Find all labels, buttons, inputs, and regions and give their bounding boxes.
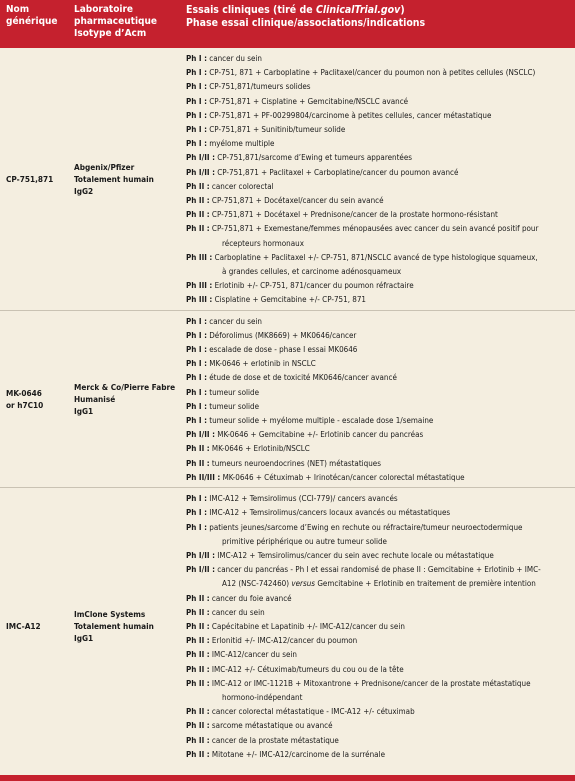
trial-phase: Ph III : bbox=[186, 295, 213, 305]
trial-line bbox=[186, 279, 571, 293]
trial-text: CP-751,871 + Paclitaxel + Carboplatine/cancer du poumon avancé bbox=[214, 167, 459, 177]
trial-text: IMC-A12 +/- Cétuximab/tumeurs du cou ou de la tête bbox=[209, 664, 404, 674]
footer-bar bbox=[0, 775, 575, 781]
trial-phase: Ph II : bbox=[186, 210, 210, 220]
trial-line bbox=[186, 109, 571, 123]
trial-text: IMC-A12 or IMC-1121B + Mitoxantrone + Prednisone/cancer de la prostate métastatique bbox=[209, 678, 531, 688]
header-col-trials: Essais cliniques (tiré de ClinicalTrial.gov) Phase essai clinique/associations/indications bbox=[180, 0, 575, 48]
trial-phase: Ph II : bbox=[186, 458, 210, 468]
trial-line bbox=[186, 343, 571, 357]
trial-line bbox=[186, 329, 571, 343]
generic-name-cell: MK-0646 or h7C10 bbox=[0, 310, 68, 487]
lab-cell: Abgenix/Pfizer Totalement humain IgG2 bbox=[74, 161, 154, 196]
trial-text: Déforolimus (MK8669) + MK0646/cancer bbox=[206, 330, 357, 340]
trial-text: MK-0646 + erlotinib in NSCLC bbox=[206, 359, 316, 369]
trials-cell bbox=[180, 488, 575, 764]
trial-line bbox=[186, 251, 571, 279]
trial-text: Capécitabine et Lapatinib +/- IMC-A12/cancer du sein bbox=[209, 621, 405, 631]
trial-line bbox=[186, 442, 571, 456]
trial-text: CP-751,871/tumeurs solides bbox=[206, 82, 311, 92]
trial-line bbox=[186, 222, 571, 250]
trial-text: cancer du sein bbox=[206, 54, 262, 63]
trial-text: myélome multiple bbox=[206, 139, 275, 149]
trial-text: Erlonitid +/- IMC-A12/cancer du poumon bbox=[209, 636, 358, 646]
trial-text: cancer colorectal bbox=[209, 181, 274, 191]
trial-phase: Ph II/III : bbox=[186, 472, 221, 482]
lab-cell: ImClone Systems Totalement humain IgG1 bbox=[68, 488, 180, 764]
trial-line bbox=[186, 123, 571, 137]
lab-cell: Merck & Co/Pierre Fabre Humanisé IgG1 bbox=[68, 310, 180, 487]
trial-phase: Ph I/II : bbox=[186, 167, 215, 177]
trial-phase: Ph II : bbox=[186, 650, 210, 660]
trial-line bbox=[186, 386, 571, 400]
trials-cell bbox=[180, 310, 575, 487]
trial-line bbox=[186, 606, 571, 620]
trial-phase: Ph I : bbox=[186, 401, 207, 411]
trial-text: tumeur solide bbox=[206, 401, 260, 411]
trial-phase: Ph II : bbox=[186, 636, 210, 646]
table-header-row bbox=[0, 0, 575, 48]
trial-phase: Ph I : bbox=[186, 359, 207, 369]
trial-phase: Ph I : bbox=[186, 139, 207, 149]
table-row bbox=[0, 488, 575, 764]
trial-text: CP-751,871 + Docétaxel + Prednisone/cancer de la prostate hormono-résistant bbox=[209, 210, 498, 220]
trial-text: Cisplatine + Gemcitabine +/- CP-751, 871 bbox=[212, 295, 366, 305]
trials-cell bbox=[180, 48, 575, 310]
trial-line bbox=[186, 521, 571, 549]
trial-line bbox=[186, 549, 571, 563]
trial-line bbox=[186, 137, 571, 151]
trial-text-continued: hormono-indépendant bbox=[222, 692, 303, 702]
trial-text: MK-0646 + Cétuximab + Irinotécan/cancer colorectal métastatique bbox=[220, 472, 465, 482]
trial-phase: Ph I : bbox=[186, 68, 207, 78]
trial-line bbox=[186, 748, 571, 762]
trial-text-continued: à grandes cellules, et carcinome adénosquameux bbox=[222, 267, 402, 277]
generic-name-cell: IMC-A12 bbox=[0, 488, 68, 764]
trial-line bbox=[186, 492, 571, 506]
trial-line bbox=[186, 471, 571, 485]
trial-phase: Ph II : bbox=[186, 444, 210, 454]
trial-text: Carboplatine + Paclitaxel +/- CP-751, 871/NSCLC avancé de type histologique squameux, bbox=[212, 252, 538, 262]
trial-text: cancer du sein bbox=[209, 607, 265, 617]
trial-phase: Ph I : bbox=[186, 508, 207, 518]
trial-text: cancer colorectal métastatique - IMC-A12 +/- cétuximab bbox=[209, 707, 415, 717]
trial-line bbox=[186, 634, 571, 648]
trial-line bbox=[186, 66, 571, 80]
header-col-name: Nom générique bbox=[0, 0, 68, 48]
trial-text: IMC-A12 + Temsirolimus/cancers locaux avancés ou métastatiques bbox=[206, 508, 451, 518]
trial-line bbox=[186, 734, 571, 748]
header-col-lab: Laboratoire pharmaceutique Isotype d’Acm bbox=[68, 0, 180, 48]
trial-text: patients jeunes/sarcome d’Ewing en rechute ou réfractaire/tumeur neuroectodermique bbox=[206, 522, 523, 532]
trial-text: escalade de dose - phase I essai MK0646 bbox=[206, 345, 358, 355]
trial-line bbox=[186, 180, 571, 194]
trial-line bbox=[186, 357, 571, 371]
trial-text: MK-0646 + Gemcitabine +/- Erlotinib cancer du pancréas bbox=[214, 430, 424, 440]
trial-line bbox=[186, 719, 571, 733]
trial-line bbox=[186, 194, 571, 208]
trial-text: Mitotane +/- IMC-A12/carcinome de la surrénale bbox=[209, 749, 386, 759]
trial-text: MK-0646 + Erlotinib/NSCLC bbox=[209, 444, 310, 454]
trial-line bbox=[186, 663, 571, 677]
trial-line bbox=[186, 677, 571, 705]
trial-text: IMC-A12 + Temsirolimus (CCI-779)/ cancers avancés bbox=[206, 494, 398, 504]
trial-phase: Ph I/II : bbox=[186, 430, 215, 440]
trial-phase: Ph II : bbox=[186, 593, 210, 603]
trial-line bbox=[186, 151, 571, 165]
trial-phase: Ph II : bbox=[186, 721, 210, 731]
trial-phase: Ph III : bbox=[186, 252, 213, 262]
trial-text-continued: A12 (NSC-742460) versus Gemcitabine + Erlotinib en traitement de première intention bbox=[222, 579, 536, 589]
trial-text: cancer du pancréas - Ph I et essai randomisé de phase II : Gemcitabine + Erlotinib + IMC- bbox=[214, 565, 541, 575]
trial-line bbox=[186, 620, 571, 634]
trial-text: CP-751,871 + Exemestane/femmes ménopausées avec cancer du sein avancé positif pour bbox=[209, 224, 539, 234]
trial-text: étude de dose et de toxicité MK0646/cancer avancé bbox=[206, 373, 397, 383]
trial-phase: Ph I : bbox=[186, 373, 207, 383]
trial-line bbox=[186, 648, 571, 662]
generic-name-cell: CP-751,871 bbox=[6, 173, 54, 184]
table-row bbox=[0, 48, 575, 310]
trial-phase: Ph III : bbox=[186, 281, 213, 291]
table-row bbox=[0, 310, 575, 487]
trial-text: IMC-A12 + Temsirolimus/cancer du sein avec rechute locale ou métastatique bbox=[214, 550, 494, 560]
trial-text-continued: primitive périphérique ou autre tumeur solide bbox=[222, 536, 387, 546]
trial-phase: Ph I : bbox=[186, 110, 207, 120]
trial-phase: Ph II : bbox=[186, 181, 210, 191]
trial-phase: Ph II : bbox=[186, 196, 210, 206]
table-body bbox=[0, 48, 575, 764]
trial-phase: Ph II : bbox=[186, 607, 210, 617]
trial-text: sarcome métastatique ou avancé bbox=[209, 721, 333, 731]
trial-phase: Ph I : bbox=[186, 82, 207, 92]
trial-line bbox=[186, 414, 571, 428]
trial-phase: Ph I/II : bbox=[186, 550, 215, 560]
trial-line bbox=[186, 166, 571, 180]
trial-line bbox=[186, 293, 571, 307]
trial-line bbox=[186, 592, 571, 606]
trial-line bbox=[186, 208, 571, 222]
trial-phase: Ph I : bbox=[186, 494, 207, 504]
trial-line bbox=[186, 506, 571, 520]
trial-text: CP-751, 871 + Carboplatine + Paclitaxel/cancer du poumon non à petites cellules (NSCLC) bbox=[206, 68, 536, 78]
trial-line bbox=[186, 428, 571, 442]
trial-phase: Ph I : bbox=[186, 345, 207, 355]
trial-phase: Ph I : bbox=[186, 522, 207, 532]
trial-phase: Ph II : bbox=[186, 707, 210, 717]
trial-line bbox=[186, 315, 571, 329]
trial-text: tumeur solide + myélome multiple - escalade dose 1/semaine bbox=[206, 416, 434, 426]
trial-line bbox=[186, 400, 571, 414]
trial-text: tumeurs neuroendocrines (NET) métastatiques bbox=[209, 458, 381, 468]
trial-text: Erlotinib +/- CP-751, 871/cancer du poumon réfractaire bbox=[212, 281, 414, 291]
trial-phase: Ph I : bbox=[186, 316, 207, 326]
trial-line bbox=[186, 705, 571, 719]
trial-phase: Ph II : bbox=[186, 224, 210, 234]
trial-text: cancer du sein bbox=[206, 316, 262, 326]
trial-text: cancer de la prostate métastatique bbox=[209, 735, 339, 745]
trial-text: CP-751,871 + Cisplatine + Gemcitabine/NSCLC avancé bbox=[206, 96, 409, 106]
trial-phase: Ph I : bbox=[186, 125, 207, 135]
trial-text: CP-751,871 + Docétaxel/cancer du sein avancé bbox=[209, 196, 384, 206]
trial-phase: Ph I : bbox=[186, 54, 207, 63]
trial-text: CP-751,871 + PF-00299804/carcinome à petites cellules, cancer métastatique bbox=[206, 110, 492, 120]
trial-phase: Ph I/II : bbox=[186, 565, 215, 575]
trial-phase: Ph I : bbox=[186, 387, 207, 397]
trial-text: CP-751,871 + Sunitinib/tumeur solide bbox=[206, 125, 346, 135]
trial-line bbox=[186, 563, 571, 591]
trial-phase: Ph II : bbox=[186, 735, 210, 745]
trial-line bbox=[186, 95, 571, 109]
trial-text-continued: récepteurs hormonaux bbox=[222, 238, 304, 248]
trial-phase: Ph I/II : bbox=[186, 153, 215, 163]
trial-line bbox=[186, 457, 571, 471]
trial-line bbox=[186, 52, 571, 66]
trial-line bbox=[186, 371, 571, 385]
trial-text: tumeur solide bbox=[206, 387, 260, 397]
trial-phase: Ph II : bbox=[186, 678, 210, 688]
trial-phase: Ph I : bbox=[186, 96, 207, 106]
trial-phase: Ph II : bbox=[186, 621, 210, 631]
trial-text: IMC-A12/cancer du sein bbox=[209, 650, 297, 660]
trial-phase: Ph II : bbox=[186, 664, 210, 674]
trial-text: cancer du foie avancé bbox=[209, 593, 292, 603]
trial-phase: Ph II : bbox=[186, 749, 210, 759]
trial-phase: Ph I : bbox=[186, 416, 207, 426]
trial-line bbox=[186, 80, 571, 94]
trial-phase: Ph I : bbox=[186, 330, 207, 340]
trial-text: CP-751,871/sarcome d’Ewing et tumeurs apparentées bbox=[214, 153, 413, 163]
